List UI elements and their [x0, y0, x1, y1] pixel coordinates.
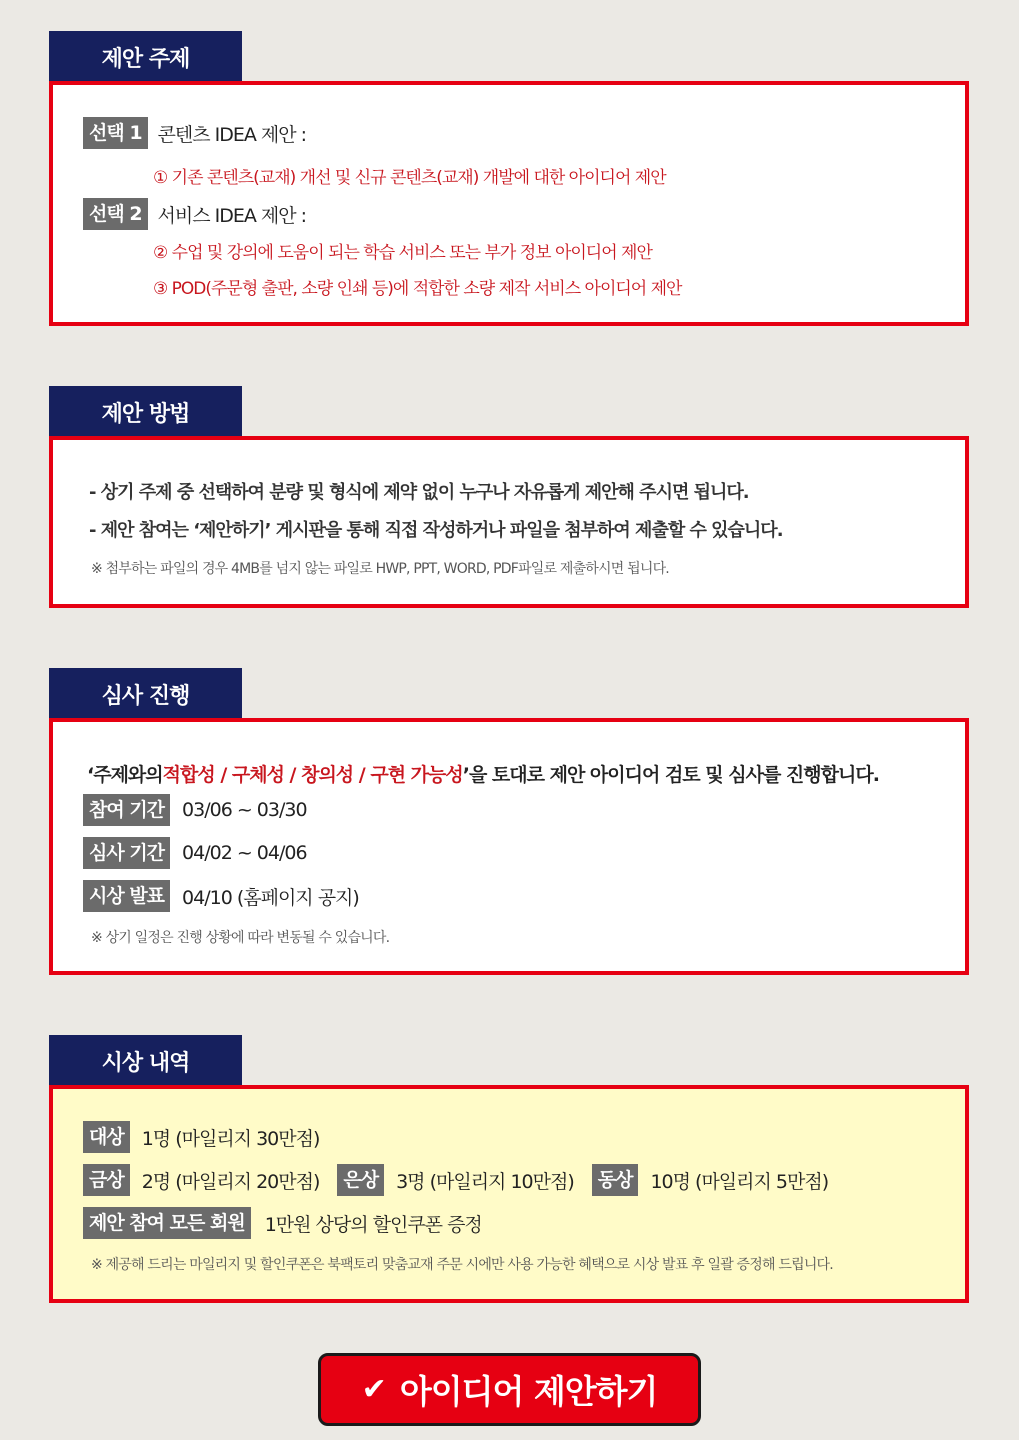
- award-bronze-value: 10명 (마일리지 5만점): [650, 1170, 829, 1193]
- option-2-item-1: ② 수업 및 강의에 도움이 되는 학습 서비스 또는 부가 정보 아이디어 제안: [153, 243, 652, 263]
- award-silver-value: 3명 (마일리지 10만점): [396, 1170, 574, 1193]
- award-grand-row: [83, 1121, 319, 1153]
- option-1-row: [83, 117, 306, 149]
- propose-idea-button[interactable]: [318, 1353, 701, 1426]
- award-silver-tag: 은상: [337, 1164, 384, 1196]
- method-line-2: - 제안 참여는 ‘제안하기’ 게시판을 통해 직접 작성하거나 파일을 첨부하여 제출할 수 있습니다.: [89, 520, 783, 541]
- awards-section-title: 시상 내역: [49, 1035, 242, 1087]
- option-2-row: [83, 198, 306, 230]
- schedule-row-2: [83, 837, 307, 869]
- topic-section-title: 제안 주제: [49, 31, 242, 83]
- schedule-tag: 심사 기간: [83, 837, 170, 869]
- review-box: [49, 718, 969, 975]
- review-section: [49, 668, 969, 975]
- method-section-title: 제안 방법: [49, 386, 242, 438]
- option-2-label: 서비스 IDEA 제안 :: [157, 204, 307, 227]
- award-all-row: [83, 1207, 482, 1239]
- schedule-row-3: [83, 880, 359, 912]
- award-grand-value: 1명 (마일리지 30만점): [141, 1127, 320, 1150]
- schedule-tag: 참여 기간: [83, 794, 170, 826]
- method-note: ※ 첨부하는 파일의 경우 4MB를 넘지 않는 파일로 HWP, PPT, WORD, PDF파일로 제출하시면 됩니다.: [91, 561, 669, 577]
- awards-box: [49, 1085, 969, 1303]
- option-1-item-1: ① 기존 콘텐츠(교재) 개선 및 신규 콘텐츠(교재) 개발에 대한 아이디어 제안: [153, 168, 666, 188]
- award-all-tag: 제안 참여 모든 회원: [83, 1207, 251, 1239]
- schedule-row-1: [83, 794, 307, 826]
- method-section: [49, 386, 969, 608]
- propose-idea-label: 아이디어 제안하기: [399, 1372, 658, 1411]
- awards-section: [49, 1035, 969, 1303]
- award-bronze-tag: 동상: [592, 1164, 639, 1196]
- topic-box: [49, 81, 969, 326]
- review-section-title: 심사 진행: [49, 668, 242, 720]
- topic-section: [49, 31, 969, 327]
- option-1-label: 콘텐츠 IDEA 제안 :: [157, 123, 307, 146]
- awards-note: ※ 제공해 드리는 마일리지 및 할인쿠폰은 북팩토리 맞춤교재 주문 시에만 사용 가능한 혜택으로 시상 발표 후 일괄 증정해 드립니다.: [91, 1257, 833, 1273]
- check-icon: ✔: [361, 1372, 386, 1407]
- award-all-value: 1만원 상당의 할인쿠폰 증정: [264, 1213, 482, 1236]
- schedule-tag: 시상 발표: [83, 880, 170, 912]
- method-line-1: - 상기 주제 중 선택하여 분량 및 형식에 제약 없이 누구나 자유롭게 제안해 주시면 됩니다.: [89, 482, 749, 503]
- schedule-value: 04/10 (홈페이지 공지): [182, 886, 359, 909]
- schedule-value: 04/02 ~ 04/06: [182, 842, 307, 864]
- award-gold-tag: 금상: [83, 1164, 130, 1196]
- review-criteria: 적합성 / 구체성 / 창의성 / 구현 가능성: [162, 764, 463, 786]
- award-medals-row: [83, 1164, 828, 1196]
- schedule-value: 03/06 ~ 03/30: [182, 799, 307, 821]
- review-intro-suffix: ’을 토대로 제안 아이디어 검토 및 심사를 진행합니다.: [462, 764, 879, 786]
- option-1-tag: 선택 1: [83, 117, 148, 149]
- option-2-item-2: ③ POD(주문형 출판, 소량 인쇄 등)에 적합한 소량 제작 서비스 아이디어 제안: [153, 279, 682, 299]
- award-gold-value: 2명 (마일리지 20만점): [141, 1170, 320, 1193]
- review-note: ※ 상기 일정은 진행 상황에 따라 변동될 수 있습니다.: [91, 930, 390, 946]
- award-grand-tag: 대상: [83, 1121, 130, 1153]
- review-intro: [87, 760, 879, 787]
- review-intro-prefix: ‘주제와의: [87, 764, 163, 786]
- method-box: [49, 436, 969, 608]
- option-2-tag: 선택 2: [83, 198, 148, 230]
